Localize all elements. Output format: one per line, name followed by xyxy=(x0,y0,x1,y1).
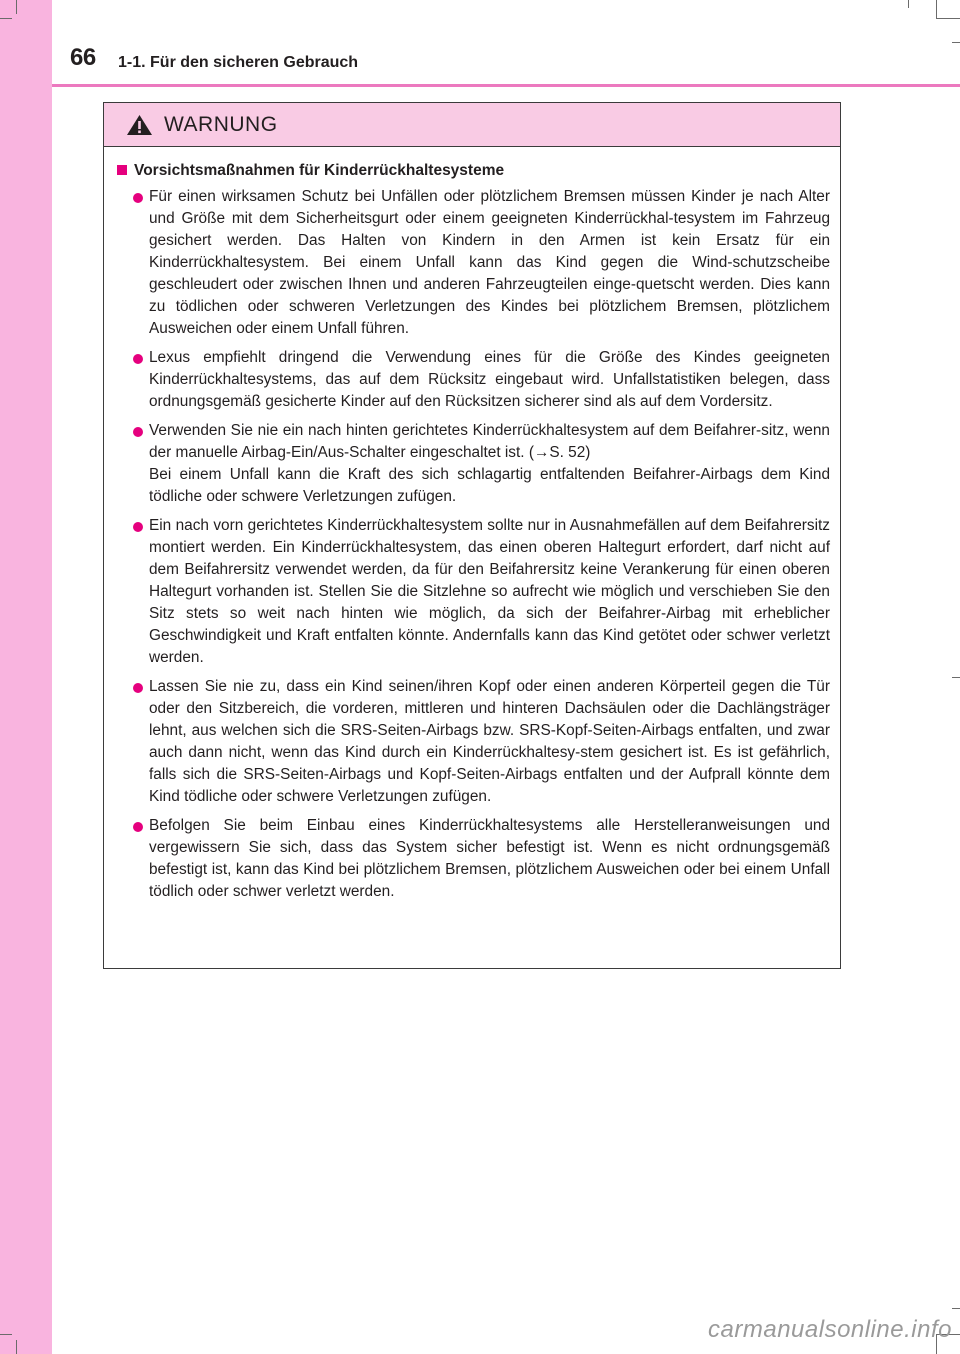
warning-box xyxy=(103,102,841,969)
round-bullet-icon xyxy=(133,522,143,532)
list-item xyxy=(117,347,830,413)
list-item-text: Für einen wirksamen Schutz bei Unfällen oder plötzlichem Bremsen müssen Kinder je nach Alter und Größe mit dem Sicherheitsgurt oder einem geeigneten Kinderrückhal-tesystem im Fahrzeug gesichert werden. Das Halten von Kindern in den Armen ist kein Ersatz für ein Kinderrückhaltesystem. Bei einem Unfall kann das Kind gegen die Wind-schutzscheibe geschleudert oder zwischen Ihnen und anderen Fahrzeugteilen einge-quetscht werden. Dies kann zu tödlichen oder schweren Verletzungen des Kindes bei plötzlichem Bremsen, plötzlichem Ausweichen oder einem Unfall führen. xyxy=(149,188,830,337)
crop-mark xyxy=(952,1308,960,1309)
list-item xyxy=(117,676,830,808)
list-item xyxy=(117,515,830,669)
header-rule xyxy=(52,84,960,87)
section-title: 1-1. Für den sicheren Gebrauch xyxy=(118,54,359,71)
crop-mark xyxy=(936,18,960,19)
list-item-text: Lassen Sie nie zu, dass ein Kind seinen/ihren Kopf oder einen anderen Körperteil gegen die Tür oder den Sitzbereich, die vorderen, mittleren und hinteren Dachsäulen oder die Dachlängsträger lehnt, aus welchen sich die SRS-Seiten-Airbags bzw. SRS-Kopf-Seiten-Airbags entfalten, und zwar auch dann nicht, wenn das Kind durch ein Kinderrückhaltesy-stem gesichert ist. Es ist gefährlich, falls sich die SRS-Seiten-Airbags und Kopf-Seiten-Airbags entfalten und der Aufprall könnte dem Kind tödliche oder schwere Verletzungen zufügen. xyxy=(149,678,830,805)
list-item-text: Lexus empfiehlt dringend die Verwendung eines für die Größe des Kindes geeigneten Kinderrückhaltesystems, das auf dem Rücksitz eingebaut wird. Unfallstatistiken belegen, dass ordnungsgemäß gesicherte Kinder auf den Rücksitzen sicherer sind als auf dem Vordersitz. xyxy=(149,349,830,410)
warning-body xyxy=(104,147,840,903)
crop-mark xyxy=(936,0,937,18)
round-bullet-icon xyxy=(133,683,143,693)
list-item-text: Ein nach vorn gerichtetes Kinderrückhaltesystem sollte nur in Ausnahmefällen auf dem Beifahrersitz montiert werden. Ein Kinderrückhaltesystem, das einen oberen Haltegurt erfordert, darf nicht auf dem Beifahrersitz verwendet werden, da für den Beifahrersitz keine Verankerung für einen oberen Haltegurt vorhanden ist. Stellen Sie die Sitzlehne so aufrecht wie möglich und verschieben Sie den Sitz stets so weit nach hinten wie möglich, da sich der Beifahrer-Airbag mit erheblicher Geschwindigkeit und Kraft entfalten könnte. Andernfalls kann das Kind getötet oder schwer verletzt werden. xyxy=(149,517,830,666)
list-item-text: Befolgen Sie beim Einbau eines Kinderrückhaltesystems alle Herstelleranweisungen und vergewissern Sie sich, dass das System sicher befestigt ist. Wenn es nicht ordnungsgemäß befestigt ist, kann das Kind bei plötzlichem Bremsen, plötzlichem Ausweichen oder bei einem Unfall tödlich oder schwer verletzt werden. xyxy=(149,817,830,900)
crop-mark xyxy=(952,42,960,43)
crop-mark xyxy=(0,1334,12,1335)
round-bullet-icon xyxy=(133,822,143,832)
crop-mark xyxy=(0,18,12,19)
crop-mark xyxy=(16,1340,17,1354)
warning-title: WARNUNG xyxy=(164,113,278,136)
crop-mark xyxy=(908,0,909,8)
list-item-text: Verwenden Sie nie ein nach hinten gerichtetes Kinderrückhaltesystem auf dem Beifahrer-sitz, wenn der manuelle Airbag-Ein/Aus-Schalter eingeschaltet ist. (→S. 52) xyxy=(149,422,830,461)
square-bullet-icon xyxy=(117,165,127,175)
warning-subheading-text: Vorsichtsmaßnahmen für Kinderrückhaltesysteme xyxy=(134,162,505,179)
crop-mark xyxy=(16,0,17,14)
warning-header xyxy=(104,103,840,147)
list-item-continuation: Bei einem Unfall kann die Kraft des sich schlagartig entfaltenden Beifahrer-Airbags dem Kind tödliche oder schwere Verletzungen zufügen. xyxy=(149,466,830,505)
round-bullet-icon xyxy=(133,427,143,437)
watermark: carmanualsonline.info xyxy=(708,1316,952,1343)
list-item xyxy=(117,815,830,903)
list-item xyxy=(117,420,830,508)
list-item xyxy=(117,186,830,340)
crop-mark xyxy=(952,677,960,678)
warning-triangle-icon xyxy=(126,114,153,136)
page-number: 66 xyxy=(70,44,96,71)
round-bullet-icon xyxy=(133,354,143,364)
round-bullet-icon xyxy=(133,193,143,203)
side-color-strip xyxy=(0,0,52,1354)
warning-subheading xyxy=(117,162,830,180)
